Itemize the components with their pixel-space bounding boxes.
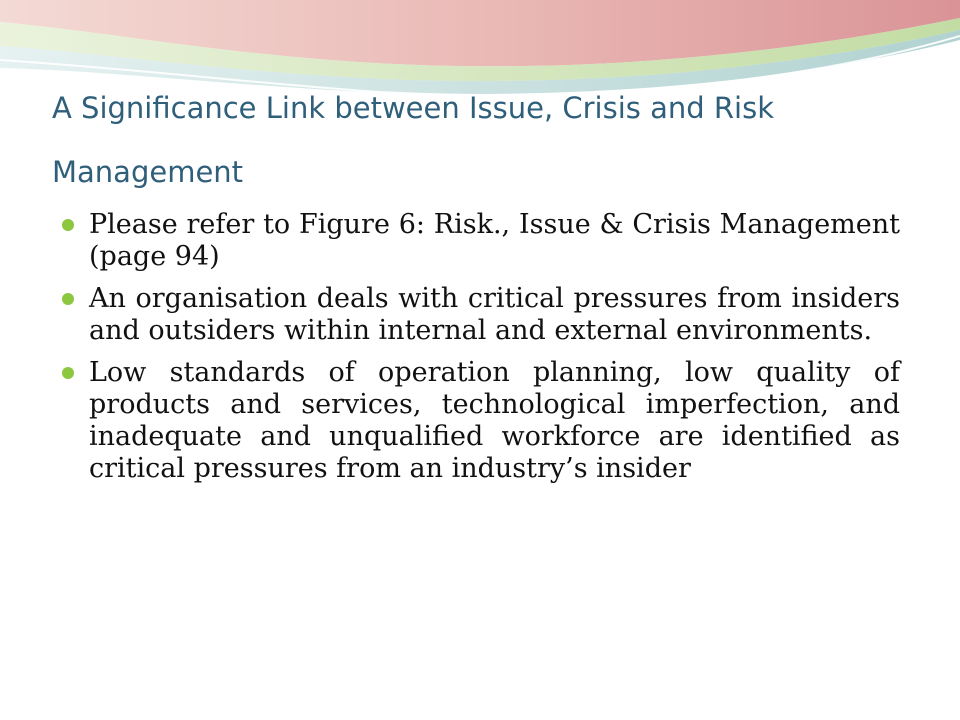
bullet-marker-icon — [62, 293, 74, 305]
bullet-text: An organisation deals with critical pressures from insiders and outsiders within internal and external environments. — [89, 283, 900, 346]
bullet-item — [62, 209, 900, 273]
bullet-item — [62, 357, 900, 485]
bullet-list — [62, 209, 900, 495]
bullet-marker-icon — [62, 367, 74, 379]
slide-title: A Significance Link between Issue, Crisis and Risk Management — [52, 91, 774, 189]
bullet-text: Please refer to Figure 6: Risk., Issue & Crisis Management (page 94) — [89, 209, 900, 272]
bullet-item — [62, 283, 900, 347]
bullet-marker-icon — [62, 219, 74, 231]
bullet-text: Low standards of operation planning, low quality of products and services, technological imperfection, and inadequate and unqualified workforce are identified as critical pressures from an industry’s insider — [89, 357, 900, 484]
